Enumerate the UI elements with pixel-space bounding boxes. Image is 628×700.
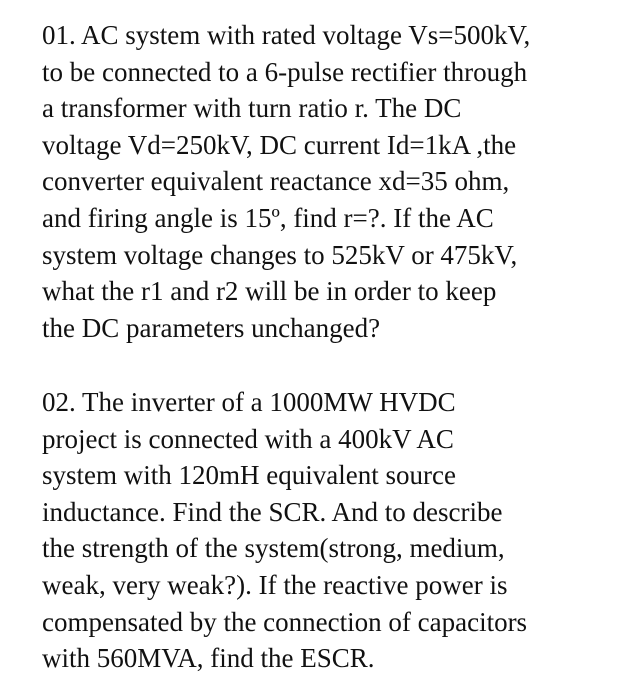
- problem-02: [42, 384, 602, 677]
- problem-02-line: weak, very weak?). If the reactive power is: [42, 569, 508, 600]
- problem-01-line: the DC parameters unchanged?: [42, 312, 381, 343]
- problem-02-line: with 560MVA, find the ESCR.: [42, 643, 375, 674]
- problem-01-line: a transformer with turn ratio r. The DC: [42, 93, 462, 124]
- problem-01-line: converter equivalent reactance xd=35 ohm,: [42, 166, 510, 197]
- problem-01-line: and firing angle is 15º, find r=?. If the AC: [42, 202, 494, 233]
- problem-02-line: compensated by the connection of capacitors: [42, 606, 528, 637]
- problem-01-line: 01. AC system with rated voltage Vs=500kV,: [42, 20, 531, 50]
- problem-02-line: the strength of the system(strong, medium,: [42, 533, 505, 564]
- problem-01-line: to be connected to a 6-pulse rectifier through: [42, 56, 528, 87]
- problem-02-line: 02. The inverter of a 1000MW HVDC: [42, 387, 456, 417]
- problem-02-line: inductance. Find the SCR. And to describe: [42, 496, 503, 527]
- problem-01: [42, 17, 602, 346]
- problem-01-line: system voltage changes to 525kV or 475kV,: [42, 239, 518, 270]
- problem-02-line: system with 120mH equivalent source: [42, 460, 456, 491]
- problem-02-line: project is connected with a 400kV AC: [42, 423, 454, 454]
- problem-01-line: what the r1 and r2 will be in order to keep: [42, 276, 497, 307]
- problem-01-line: voltage Vd=250kV, DC current Id=1kA ,the: [42, 129, 517, 160]
